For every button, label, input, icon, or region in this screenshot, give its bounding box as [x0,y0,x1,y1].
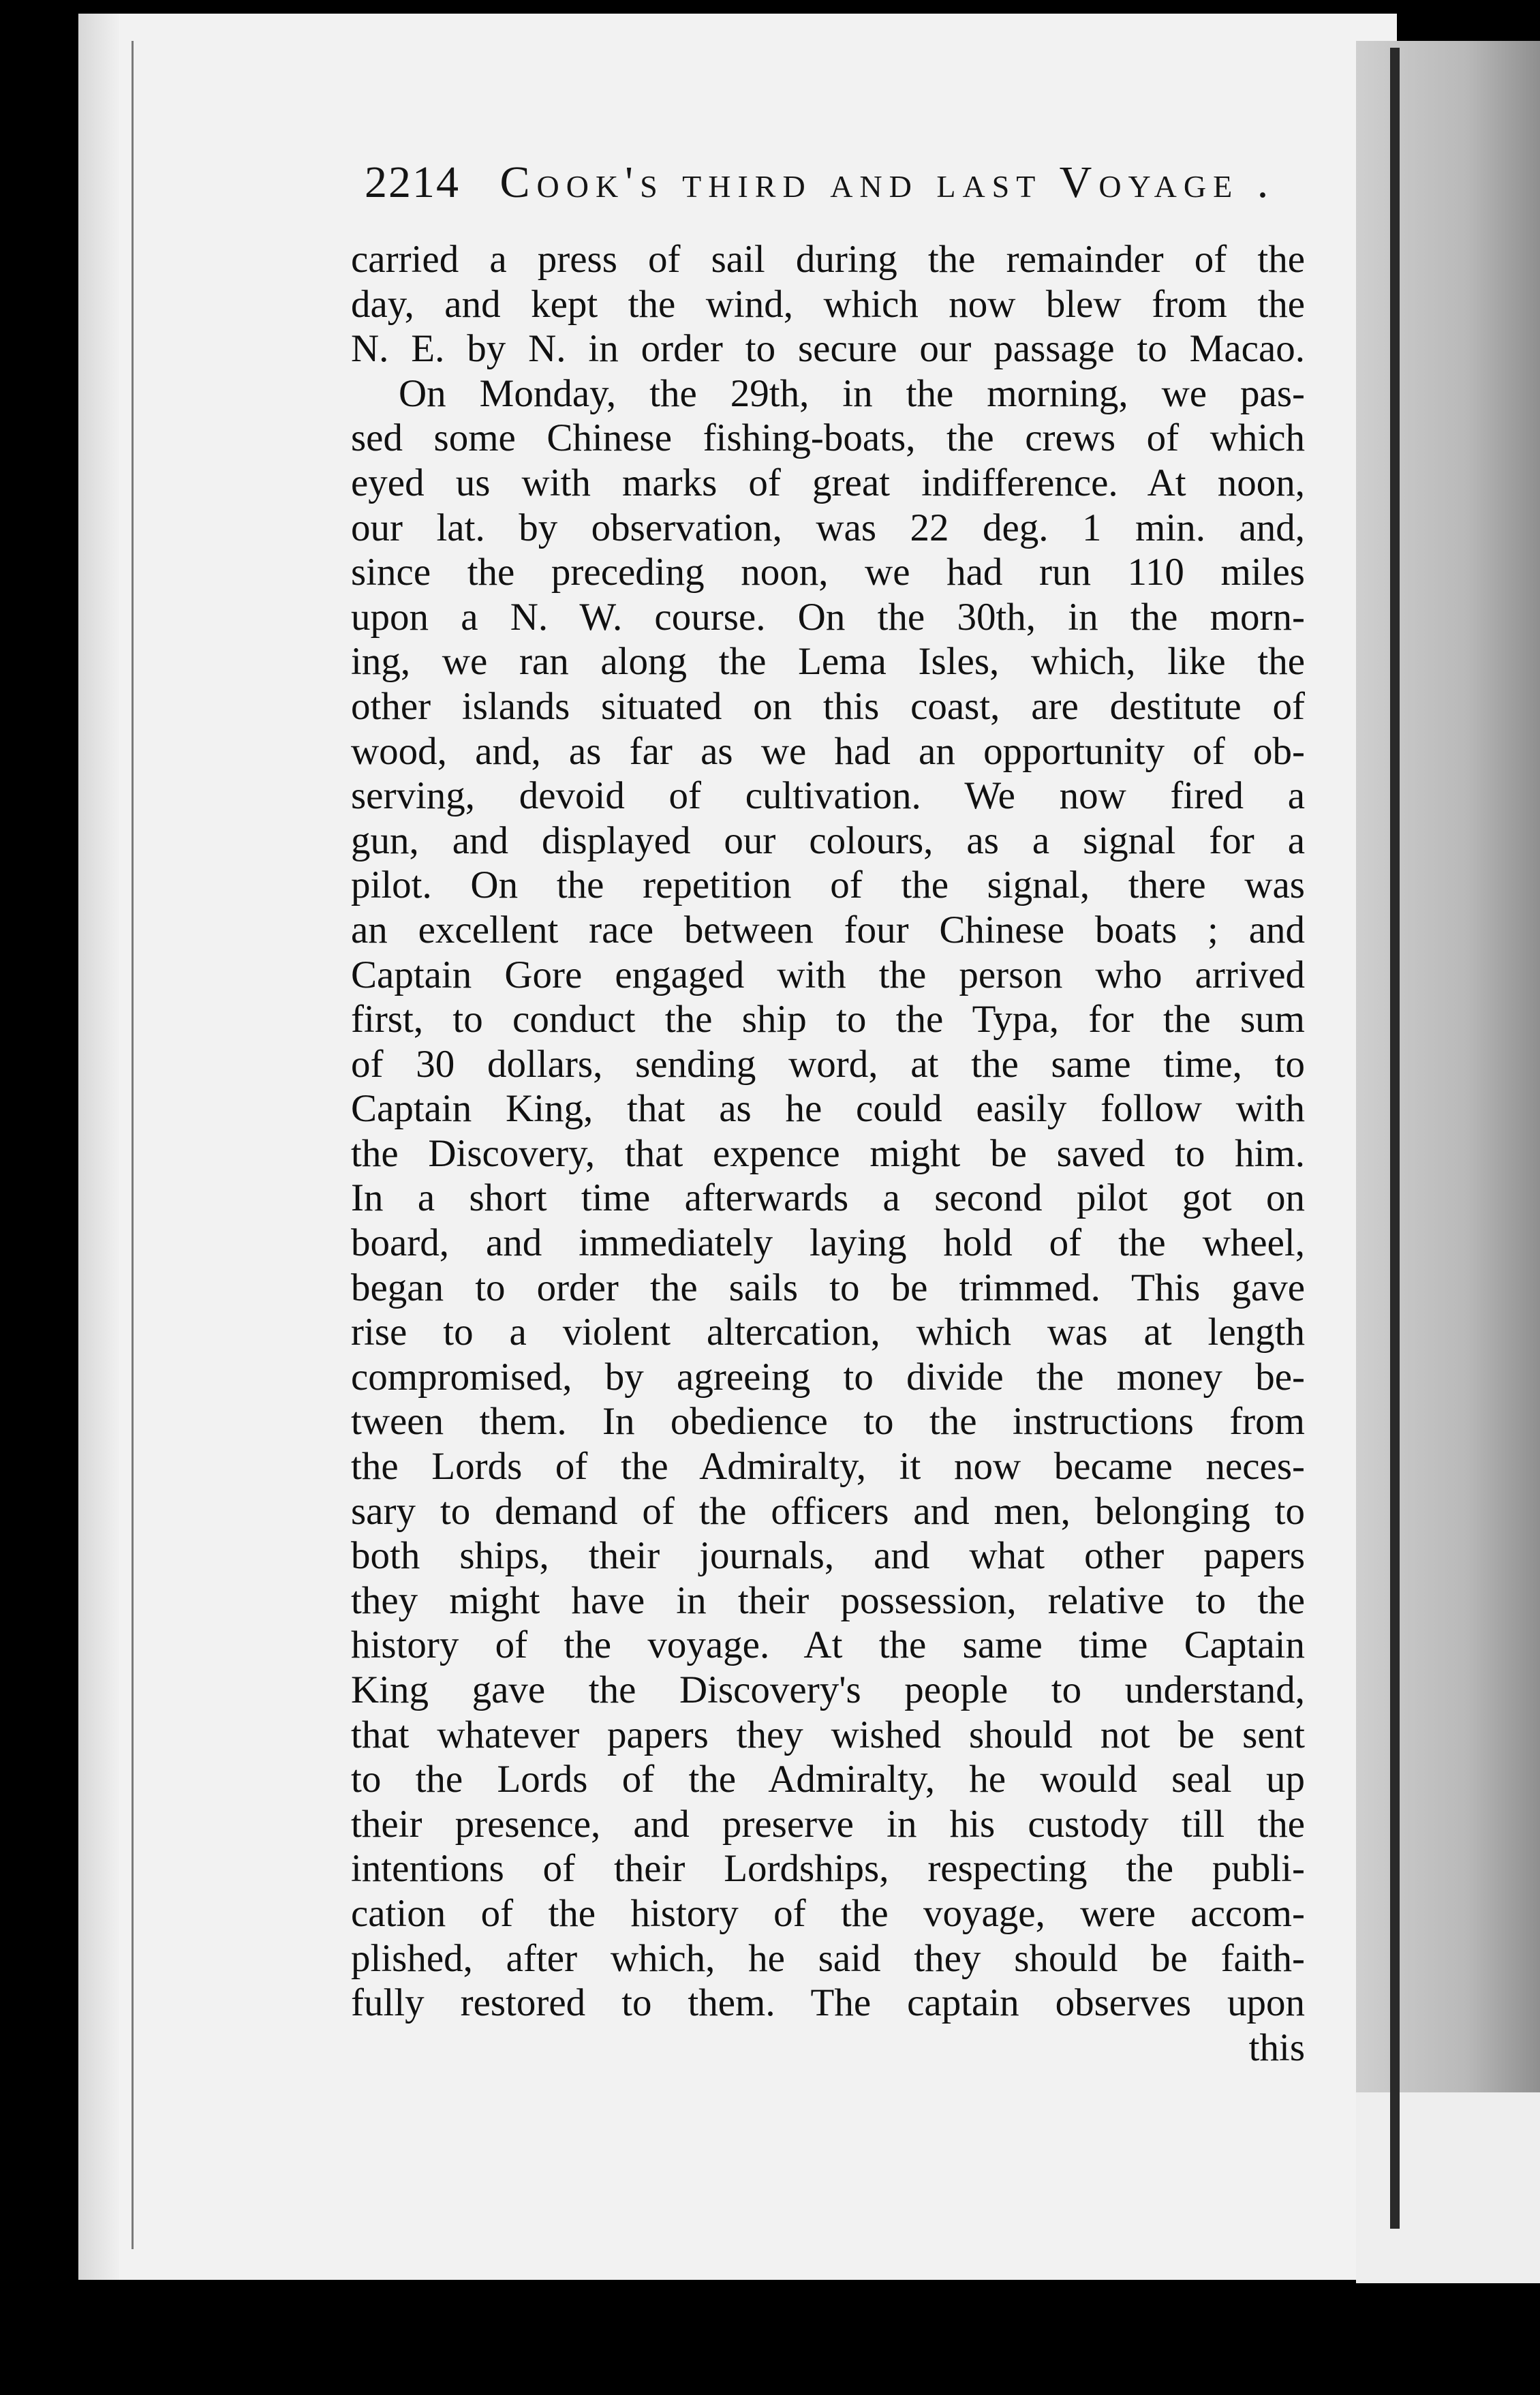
text-line: intentions of their Lordships, respecting the publi- [351,1847,1305,1891]
text-line: gun, and displayed our colours, as a signal for a [351,819,1305,862]
page-edge-shadow [78,14,119,2280]
facing-page-lower [1356,2092,1540,2283]
text-line: their presence, and preserve in his custody till the [351,1802,1305,1846]
text-line: carried a press of sail during the remainder of the [351,238,1305,281]
text-line: other islands situated on this coast, are destitute of [351,684,1305,728]
text-line: they might have in their possession, relative to the [351,1578,1305,1622]
text-line: the Discovery, that expence might be saved to him. [351,1131,1305,1175]
text-line: ing, we ran along the Lema Isles, which, like the [351,640,1305,684]
facing-page-edge [1356,41,1540,2092]
text-line: wood, and, as far as we had an opportunity of ob- [351,729,1305,773]
text-line: plished, after which, he said they should be faith- [351,1936,1305,1980]
running-header [365,155,1291,210]
text-line: history of the voyage. At the same time Captain [351,1623,1305,1667]
text-line: N. E. by N. in order to secure our passage to Macao. [351,327,1305,371]
text-line: In a short time afterwards a second pilot got on [351,1176,1305,1220]
text-line: compromised, by agreeing to divide the money be- [351,1355,1305,1399]
text-line: eyed us with marks of great indifference. At noon, [351,461,1305,504]
text-line: first, to conduct the ship to the Typa, for the sum [351,998,1305,1041]
text-line: an excellent race between four Chinese boats ; and [351,908,1305,951]
text-line: that whatever papers they wished should not be sent [351,1713,1305,1756]
text-line: Captain Gore engaged with the person who arrived [351,953,1305,996]
gutter-line [132,41,134,2249]
body-text [351,237,1305,2070]
text-line: tween them. In obedience to the instructions from [351,1400,1305,1444]
binding-shadow [1390,48,1400,2229]
text-line: board, and immediately laying hold of the wheel, [351,1221,1305,1265]
text-line: fully restored to them. The captain observes upon [351,1981,1305,2025]
text-line: serving, devoid of cultivation. We now fired a [351,774,1305,818]
text-line: Captain King, that as he could easily follow with [351,1087,1305,1131]
text-line: King gave the Discovery's people to understand, [351,1668,1305,1711]
text-line: the Lords of the Admiralty, it now became neces- [351,1445,1305,1489]
catchword: this [1248,2026,1305,2069]
running-title: Cook's third and last Voyage . [499,157,1276,207]
text-line: sary to demand of the officers and men, belonging to [351,1489,1305,1533]
text-line: to the Lords of the Admiralty, he would seal up [351,1758,1305,1801]
text-line: sed some Chinese fishing-boats, the crews of which [351,416,1305,460]
text-line: our lat. by observation, was 22 deg. 1 min. and, [351,506,1305,549]
text-line: began to order the sails to be trimmed. This gave [351,1266,1305,1309]
text-line: cation of the history of the voyage, were accom- [351,1891,1305,1935]
text-line: since the preceding noon, we had run 110 miles [351,551,1305,594]
text-line: rise to a violent altercation, which was at length [351,1311,1305,1354]
text-line: upon a N. W. course. On the 30th, in the morn- [351,595,1305,639]
text-line: of 30 dollars, sending word, at the same time, to [351,1042,1305,1086]
text-line: pilot. On the repetition of the signal, there was [351,864,1305,907]
page-number: 2214 [365,157,460,207]
text-line: day, and kept the wind, which now blew from the [351,282,1305,326]
text-line: both ships, their journals, and what other papers [351,1534,1305,1578]
paragraph-start-line: On Monday, the 29th, in the morning, we pas- [399,371,1305,415]
